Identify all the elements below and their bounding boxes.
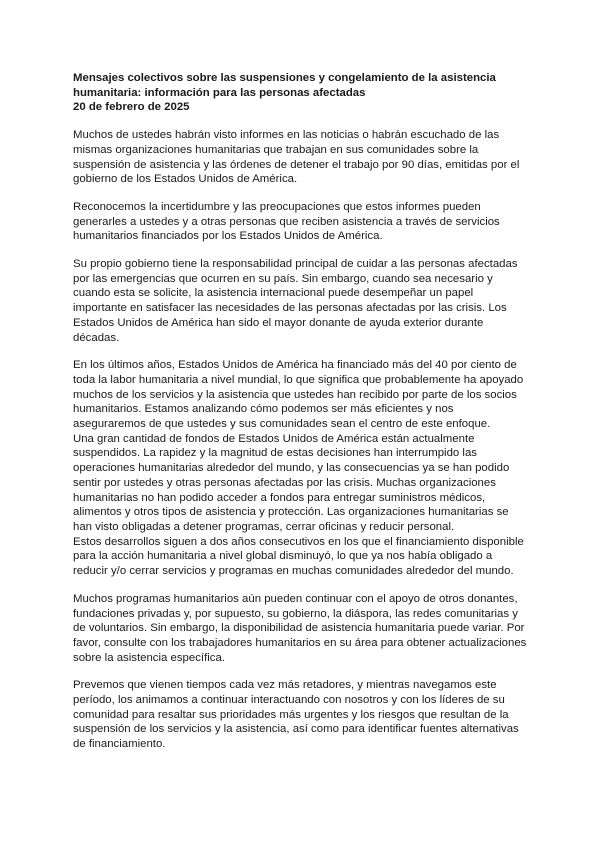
document-header [73,71,528,115]
paragraph-7: Muchos programas humanitarios aún pueden continuar con el apoyo de otros donantes, fundaciones privadas y, por supuesto, su gobierno, la diáspora, las redes comunitarias y de voluntarios. Sin embargo, la disponibilidad de asistencia humanitaria puede variar. Por favor, consulte con los trabajadores humanitarios en su área para obtener actualizaciones sobre la asistencia específica. [73,592,527,664]
paragraph-4: En los últimos años, Estados Unidos de América ha financiado más del 40 por ciento de toda la labor humanitaria a nivel mundial, lo que significa que probablemente ha apoyado muchos de los servicios y la asistencia que ustedes han recibido por parte de los socios humanitarios. Estamos analizando cómo podemos ser más eficientes y nos aseguraremos de que ustedes y sus comunidades sean el centro de este enfoque. [73,359,524,431]
paragraph-8: Prevemos que vienen tiempos cada vez más retadores, y mientras navegamos este período, los animamos a continuar interactuando con nosotros y con los líderes de su comunidad para resaltar sus prioridades más urgentes y los riesgos que resultan de la suspensión de los servicios y la asistencia, así como para identificar fuentes alternativas de financiamiento. [73,679,519,751]
document-body [73,71,528,752]
paragraph-2: Reconocemos la incertidumbre y las preocupaciones que estos informes pueden generarles a ustedes y a otras personas que reciben asistencia a través de servicios humanitarios financiados por los Estados Unidos de América. [73,200,500,243]
paragraph-5: Una gran cantidad de fondos de Estados Unidos de América están actualmente suspendidos. La rapidez y la magnitud de estas decisiones han interrumpido las operaciones humanitarias alrededor del mundo, y las consecuencias ya se han podido sentir por ustedes y otras personas afectadas por las crisis. Muchas organizaciones humanitarias no han podido acceder a fondos para entregar suministros médicos, alimentos y otros tipos de asistencia y protección. Las organizaciones humanitarias se han visto obligadas a detener programas, cerrar oficinas y reducir personal. [73,432,510,533]
paragraph-1: Muchos de ustedes habrán visto informes en las noticias o habrán escuchado de las mismas organizaciones humanitarias que trabajan en sus comunidades sobre la suspensión de asistencia y las órdenes de detener el trabajo por 90 días, emitidas por el gobierno de los Estados Unidos de América. [73,129,520,186]
document-title: Mensajes colectivos sobre las suspensiones y congelamiento de la asistencia humanitaria: información para las personas afectadas [73,72,496,99]
paragraph-3: Su propio gobierno tiene la responsabilidad principal de cuidar a las personas afectadas por las emergencias que ocurren en su país. Sin embargo, cuando sea necesario y cuando esta se solicite, la asistencia internacional puede desempeñar un papel importante en satisfacer las necesidades de las personas afectadas por las crisis. Los Estados Unidos de América han sido el mayor donante de ayuda exterior durante décadas. [73,258,518,344]
document-date: 20 de febrero de 2025 [73,101,190,114]
paragraph-6: Estos desarrollos siguen a dos años consecutivos en los que el financiamiento disponible para la acción humanitaria a nivel global disminuyó, lo que ya nos había obligado a reducir y/o cerrar servicios y programas en muchas comunidades alrededor del mundo. [73,535,524,578]
